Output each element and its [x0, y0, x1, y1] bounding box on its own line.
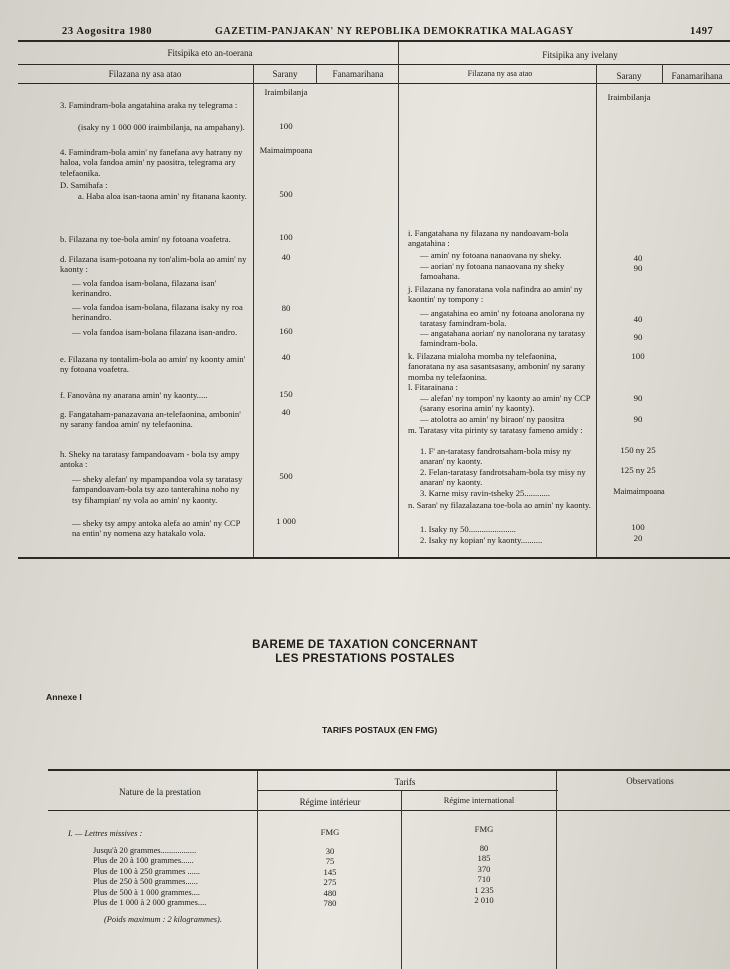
- left-row-text: (isaky ny 1 000 000 iraimbilanja, na ampahany).: [78, 122, 245, 132]
- right-row-value: 20: [633, 533, 643, 543]
- tarif-row-international: 80: [479, 843, 489, 853]
- left-row-text: — vola fandoa isam-bolana filazana isan-andro.: [72, 327, 238, 337]
- tarif-nature-divider: [257, 771, 258, 969]
- right-row-text: 2. Isaky ny kopian' ny kaonty..........: [420, 535, 543, 545]
- tarif-row-international: 2 010: [474, 895, 494, 905]
- right-row-text: 2. Felan-taratasy fandrotsaham-bola tsy misy ny anaran' ny kaonty.: [420, 467, 586, 488]
- right-row-text: k. Filazana mialoha momba ny telefaonina, fanoratana ny asa sasantsasany, ambonin' ny sarany momba ny telefaonina.: [408, 351, 585, 382]
- right-row-value: 40: [633, 314, 643, 324]
- right-row-text: j. Filazana ny fanoratana vola nafindra ao amin' ny kaontin' ny tompony :: [408, 284, 583, 305]
- table-group-rule: [18, 64, 730, 65]
- tarif-row-interieur: 75: [325, 856, 335, 866]
- remark-column-divider-left: [316, 64, 317, 84]
- tarif-row-label: Plus de 100 à 250 grammes ......: [93, 867, 201, 876]
- left-row-value: 500: [279, 471, 293, 481]
- right-remark-heading: Fanamarihana: [671, 71, 723, 81]
- tarif-row-interieur: 275: [323, 877, 337, 887]
- right-group-heading: Fitsipika any ivelany: [542, 50, 618, 60]
- left-row-text: g. Fangataham-panazavana an-telefaonina, ambonin' ny sarany fandoa amin' ny telefaonina.: [60, 409, 241, 430]
- tarif-row-interieur: 145: [323, 867, 337, 877]
- tarifs-subtitle: TARIFS POSTAUX (EN FMG): [322, 725, 438, 735]
- right-row-text: n. Saran' ny filazalazana toe-bola ao amin' ny kaonty.: [408, 500, 591, 510]
- tarif-row-international: 185: [477, 853, 491, 863]
- tarif-row-interieur: 780: [323, 898, 337, 908]
- left-row-text: — sheky tsy ampy antoka alefa ao amin' ny CCP na entin' ny nomena azy hatakalo vola.: [72, 518, 241, 539]
- left-row-value: 40: [281, 352, 291, 362]
- remark-column-divider-right: [662, 64, 663, 84]
- international-heading: Régime international: [443, 796, 515, 805]
- left-row-value: 500: [279, 189, 293, 199]
- left-row-text: h. Sheky na taratasy fampandoavam - bola tsy ampy antoka :: [60, 449, 240, 470]
- right-rate-heading: Sarany: [616, 71, 642, 81]
- section-lettres: I. — Lettres missives :: [68, 829, 143, 838]
- page-number: 1497: [690, 26, 714, 37]
- tarif-row-label: Jusqu'à 20 grammes.................: [93, 846, 197, 855]
- left-row-text: a. Haba aloa isan-taona amin' ny fitanana kaonty.: [78, 191, 247, 201]
- tarif-row-interieur: 480: [323, 888, 337, 898]
- right-row-text: 3. Karne misy ravin-tsheky 25............: [420, 488, 551, 498]
- observations-heading: Observations: [626, 776, 674, 786]
- left-row-value: 150: [279, 389, 293, 399]
- bareme-title-line-1: BAREME DE TAXATION CONCERNANT: [252, 639, 478, 651]
- left-row-value: 40: [281, 407, 291, 417]
- right-row-text: 1. F' an-taratasy fandrotsaham-bola misy ny anaran' ny kaonty.: [420, 446, 571, 467]
- tarif-regime-divider: [401, 791, 402, 969]
- left-row-text: — vola fandoa isam-bolana, filazana isaky ny roa herinandro.: [72, 302, 243, 323]
- nature-heading: Nature de la prestation: [119, 787, 201, 797]
- right-row-value: 90: [633, 414, 643, 424]
- left-group-heading: Fitsipika eto an-toerana: [167, 48, 253, 58]
- right-row-value: 100: [631, 351, 645, 361]
- left-row-text: 4. Famindram-bola amin' ny fanefana avy hatrany ny haloa, vola fandoa amin' ny paositra, telegrama ary telefaonika.: [60, 147, 243, 178]
- left-row-text: f. Fanovàna ny anarana amin' ny kaonty.....: [60, 390, 208, 400]
- left-row-value: Maimaimpoana: [259, 146, 313, 155]
- right-row-value: 125 ny 25: [620, 465, 656, 475]
- left-service-heading: Filazana ny asa atao: [108, 69, 182, 79]
- unit-interieur: FMG: [320, 827, 340, 837]
- left-row-text: 3. Famindram-bola angatahina araka ny telegrama :: [60, 100, 238, 110]
- left-row-text: — sheky alefan' ny mpampandoa vola sy taratasy fampandoavam-bola tsy azo tanterahina noho ny tsy fihampian' ny vola ao amin' ny kaonty.: [72, 474, 243, 505]
- right-row-value: 40: [633, 253, 643, 263]
- table-bottom-rule: [18, 557, 730, 559]
- left-row-text: e. Filazana ny tontalim-bola ao amin' ny koonty amin' ny fotoana voafetra.: [60, 354, 246, 375]
- table-head-rule: [18, 83, 730, 84]
- right-row-text: — alefan' ny tompon' ny kaonty ao amin' ny CCP (sarany esorina amin' ny kaonty).: [420, 393, 591, 414]
- rate-column-divider-right: [596, 64, 597, 557]
- tarif-group-rule: [258, 790, 558, 791]
- left-row-value: 1 000: [276, 516, 296, 526]
- tarif-row-label: Plus de 500 à 1 000 grammes....: [93, 888, 201, 897]
- left-row-text: d. Filazana isam-potoana ny ton'alim-bola ao amin' ny kaonty :: [60, 254, 247, 275]
- right-row-value: Maimaimpoana: [613, 487, 665, 496]
- tarif-row-label: Plus de 250 à 500 grammes......: [93, 877, 198, 886]
- right-unit: Iraimbilanja: [607, 92, 651, 102]
- right-row-value: 150 ny 25: [620, 445, 656, 455]
- right-row-text: — angatahana aorian' ny nanolorana ny taratasy famindram-bola.: [420, 328, 586, 349]
- tarifs-heading: Tarifs: [394, 777, 416, 787]
- right-row-text: 1. Isaky ny 50......................: [420, 524, 516, 534]
- tarif-row-interieur: 30: [325, 846, 335, 856]
- right-row-value: 90: [633, 263, 643, 273]
- right-row-text: — atolotra ao amin' ny biraon' ny paositra: [420, 414, 565, 424]
- rate-column-divider-left: [253, 64, 254, 557]
- right-row-value: 100: [631, 522, 645, 532]
- tarif-row-international: 370: [477, 864, 491, 874]
- left-unit: Iraimbilanja: [264, 87, 308, 97]
- tarif-row-international: 1 235: [474, 885, 494, 895]
- table-top-rule: [18, 40, 730, 42]
- bareme-title-line-2: LES PRESTATIONS POSTALES: [275, 653, 455, 665]
- right-row-text: l. Fitarainana :: [408, 382, 458, 392]
- left-row-value: 80: [281, 303, 291, 313]
- right-row-text: m. Taratasy vita pirinty sy taratasy fameno amidy :: [408, 425, 583, 435]
- tarif-observations-divider: [556, 771, 557, 969]
- table-center-divider: [398, 42, 399, 557]
- tarif-row-label: Plus de 20 à 100 grammes......: [93, 856, 194, 865]
- left-row-text: D. Samihafa :: [60, 180, 108, 190]
- tarif-table-top-rule: [48, 769, 730, 771]
- interieur-heading: Régime intérieur: [299, 797, 361, 807]
- right-row-text: — amin' ny fotoana nanaovana ny sheky.: [420, 250, 562, 260]
- weight-note: (Poids maximum : 2 kilogrammes).: [104, 915, 222, 924]
- gazette-title: GAZETIM-PANJAKAN' NY REPOBLIKA DEMOKRATIKA MALAGASY: [215, 26, 574, 37]
- right-row-text: i. Fangatahana ny filazana ny nandoavam-bola angatahina :: [408, 228, 569, 249]
- unit-international: FMG: [474, 824, 494, 834]
- annex-label: Annexe I: [46, 692, 82, 702]
- left-row-text: b. Filazana ny toe-bola amin' ny fotoana voafetra.: [60, 234, 231, 244]
- tarif-row-label: Plus de 1 000 à 2 000 grammes....: [93, 898, 207, 907]
- left-row-value: 100: [279, 121, 293, 131]
- tarif-row-international: 710: [477, 874, 491, 884]
- tarif-head-rule: [48, 810, 730, 811]
- left-row-value: 100: [279, 232, 293, 242]
- left-row-text: — vola fandoa isam-bolana, filazana isan' kerinandro.: [72, 278, 217, 299]
- left-rate-heading: Sarany: [272, 69, 298, 79]
- right-row-text: — aorian' ny fotoana nanaovana ny sheky famoahana.: [420, 261, 565, 282]
- right-row-text: — angatahina eo amin' ny fotoana anolorana ny taratasy famindram-bola.: [420, 308, 585, 329]
- left-remark-heading: Fanamarihana: [332, 69, 384, 79]
- left-row-value: 40: [281, 252, 291, 262]
- left-row-value: 160: [279, 326, 293, 336]
- issue-date: 23 Aogositra 1980: [62, 26, 153, 37]
- right-row-value: 90: [633, 332, 643, 342]
- right-row-value: 90: [633, 393, 643, 403]
- right-service-heading: Filazana ny asa atao: [467, 69, 533, 78]
